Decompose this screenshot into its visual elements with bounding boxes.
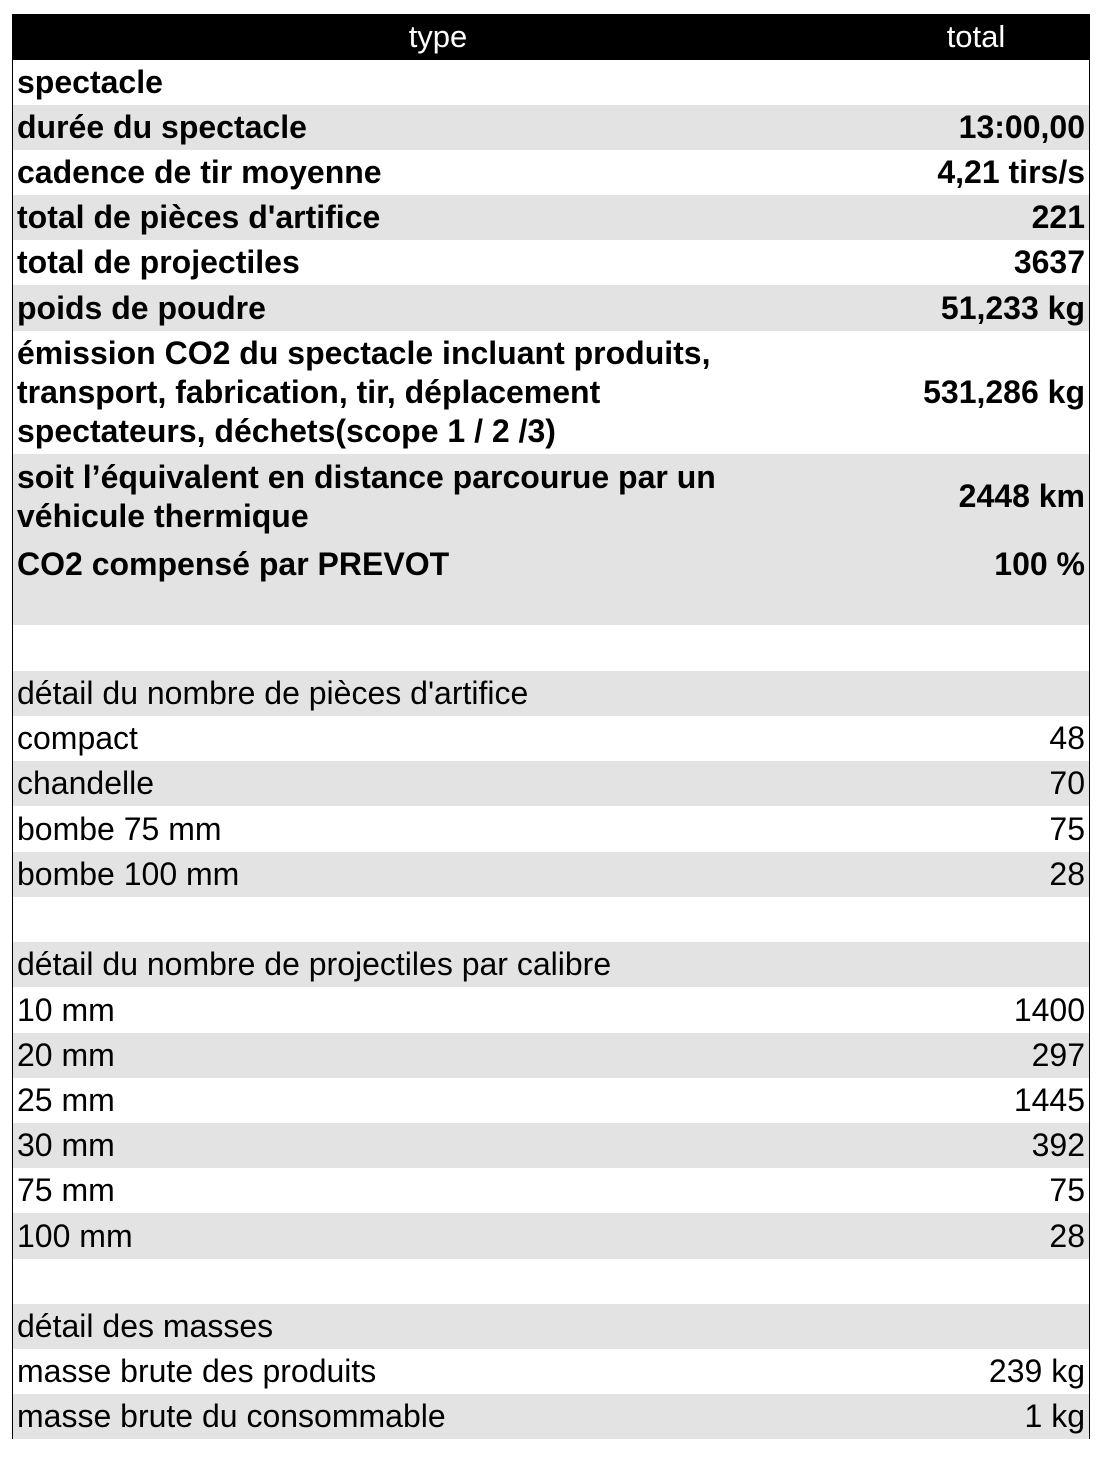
table-row [13,1123,1089,1168]
row-label: bombe 100 mm [17,856,240,892]
table-row [13,1168,1089,1213]
row-value: 75 [1049,810,1085,847]
row-value: 392 [1031,1127,1085,1163]
table-row [13,150,1089,195]
row-label: poids de poudre [17,289,266,326]
summary-table [12,14,1090,1439]
row-value: 3637 [1013,244,1085,280]
row-value: 28 [1049,856,1085,892]
empty-row [13,625,1089,671]
row-label: durée du spectacle [17,109,307,145]
table-row [13,195,1089,240]
row-value: 70 [1049,765,1085,801]
row-label-line: véhicule thermique [17,497,309,534]
table-row [13,1078,1089,1123]
row-label: compact [17,720,138,756]
row-value: 221 [1031,199,1085,235]
table-row [13,539,1089,625]
section-title: détail du nombre de pièces d'artifice [17,675,529,711]
row-value: 2448 km [958,478,1085,514]
header-type: type [408,19,468,54]
section-title: spectacle [17,64,163,100]
section-spectacle [13,60,1089,105]
row-value: 51,233 kg [940,289,1085,326]
row-value: 297 [1031,1037,1085,1073]
table-row [13,285,1089,331]
row-value: 28 [1049,1217,1085,1254]
section-pieces-detail [13,671,1089,716]
row-label: total de pièces d'artifice [17,199,381,235]
row-label-line: spectateurs, déchets(scope 1 / 2 /3) [17,413,556,449]
row-label-line: émission CO2 du spectacle incluant produits, [17,335,711,371]
empty-row [13,897,1089,942]
table-row [13,987,1089,1033]
row-label: total de projectiles [17,244,300,280]
row-label: masse brute du consommable [17,1398,446,1434]
row-value: 4,21 tirs/s [937,154,1085,190]
row-value: 1 kg [1024,1398,1085,1434]
row-value: 100 % [994,546,1085,582]
row-label: CO2 compensé par PREVOT [17,546,450,582]
table-row [13,331,1089,454]
table-row [13,806,1089,852]
section-projectiles-detail [13,942,1089,987]
row-label: 100 mm [17,1217,133,1254]
section-masses-detail [13,1304,1089,1349]
row-label: chandelle [17,765,154,801]
section-title: détail du nombre de projectiles par calibre [17,946,612,982]
row-label-line: soit l’équivalent en distance parcourue par un [17,458,716,495]
row-label: 20 mm [17,1037,115,1073]
row-label: masse brute des produits [17,1353,377,1389]
section-title: détail des masses [17,1308,274,1344]
empty-row [13,1259,1089,1304]
table-row [13,1349,1089,1394]
row-label: 25 mm [17,1082,115,1118]
row-label: bombe 75 mm [17,810,222,847]
table-row [13,1213,1089,1259]
table-row [13,454,1089,539]
row-value: 13:00,00 [958,109,1085,145]
table-row [13,1033,1089,1078]
row-label-line: transport, fabrication, tir, déplacement [17,374,601,410]
table-row [13,716,1089,761]
table-row [13,105,1089,150]
row-label [13,334,863,451]
table-row [13,761,1089,806]
row-label: 75 mm [17,1172,115,1208]
table-row [13,1394,1089,1439]
row-value: 239 kg [988,1353,1085,1389]
row-label: cadence de tir moyenne [17,154,382,190]
row-label [13,458,863,536]
row-value: 48 [1049,720,1085,756]
table-header [13,14,1089,60]
header-total: total [946,19,1006,54]
table-row [13,240,1089,285]
row-value: 1445 [1013,1082,1085,1118]
row-value: 531,286 kg [923,374,1085,410]
row-label: 10 mm [17,991,115,1028]
row-value: 1400 [1013,991,1085,1028]
row-value: 75 [1049,1172,1085,1208]
table-row [13,852,1089,897]
row-label: 30 mm [17,1127,115,1163]
